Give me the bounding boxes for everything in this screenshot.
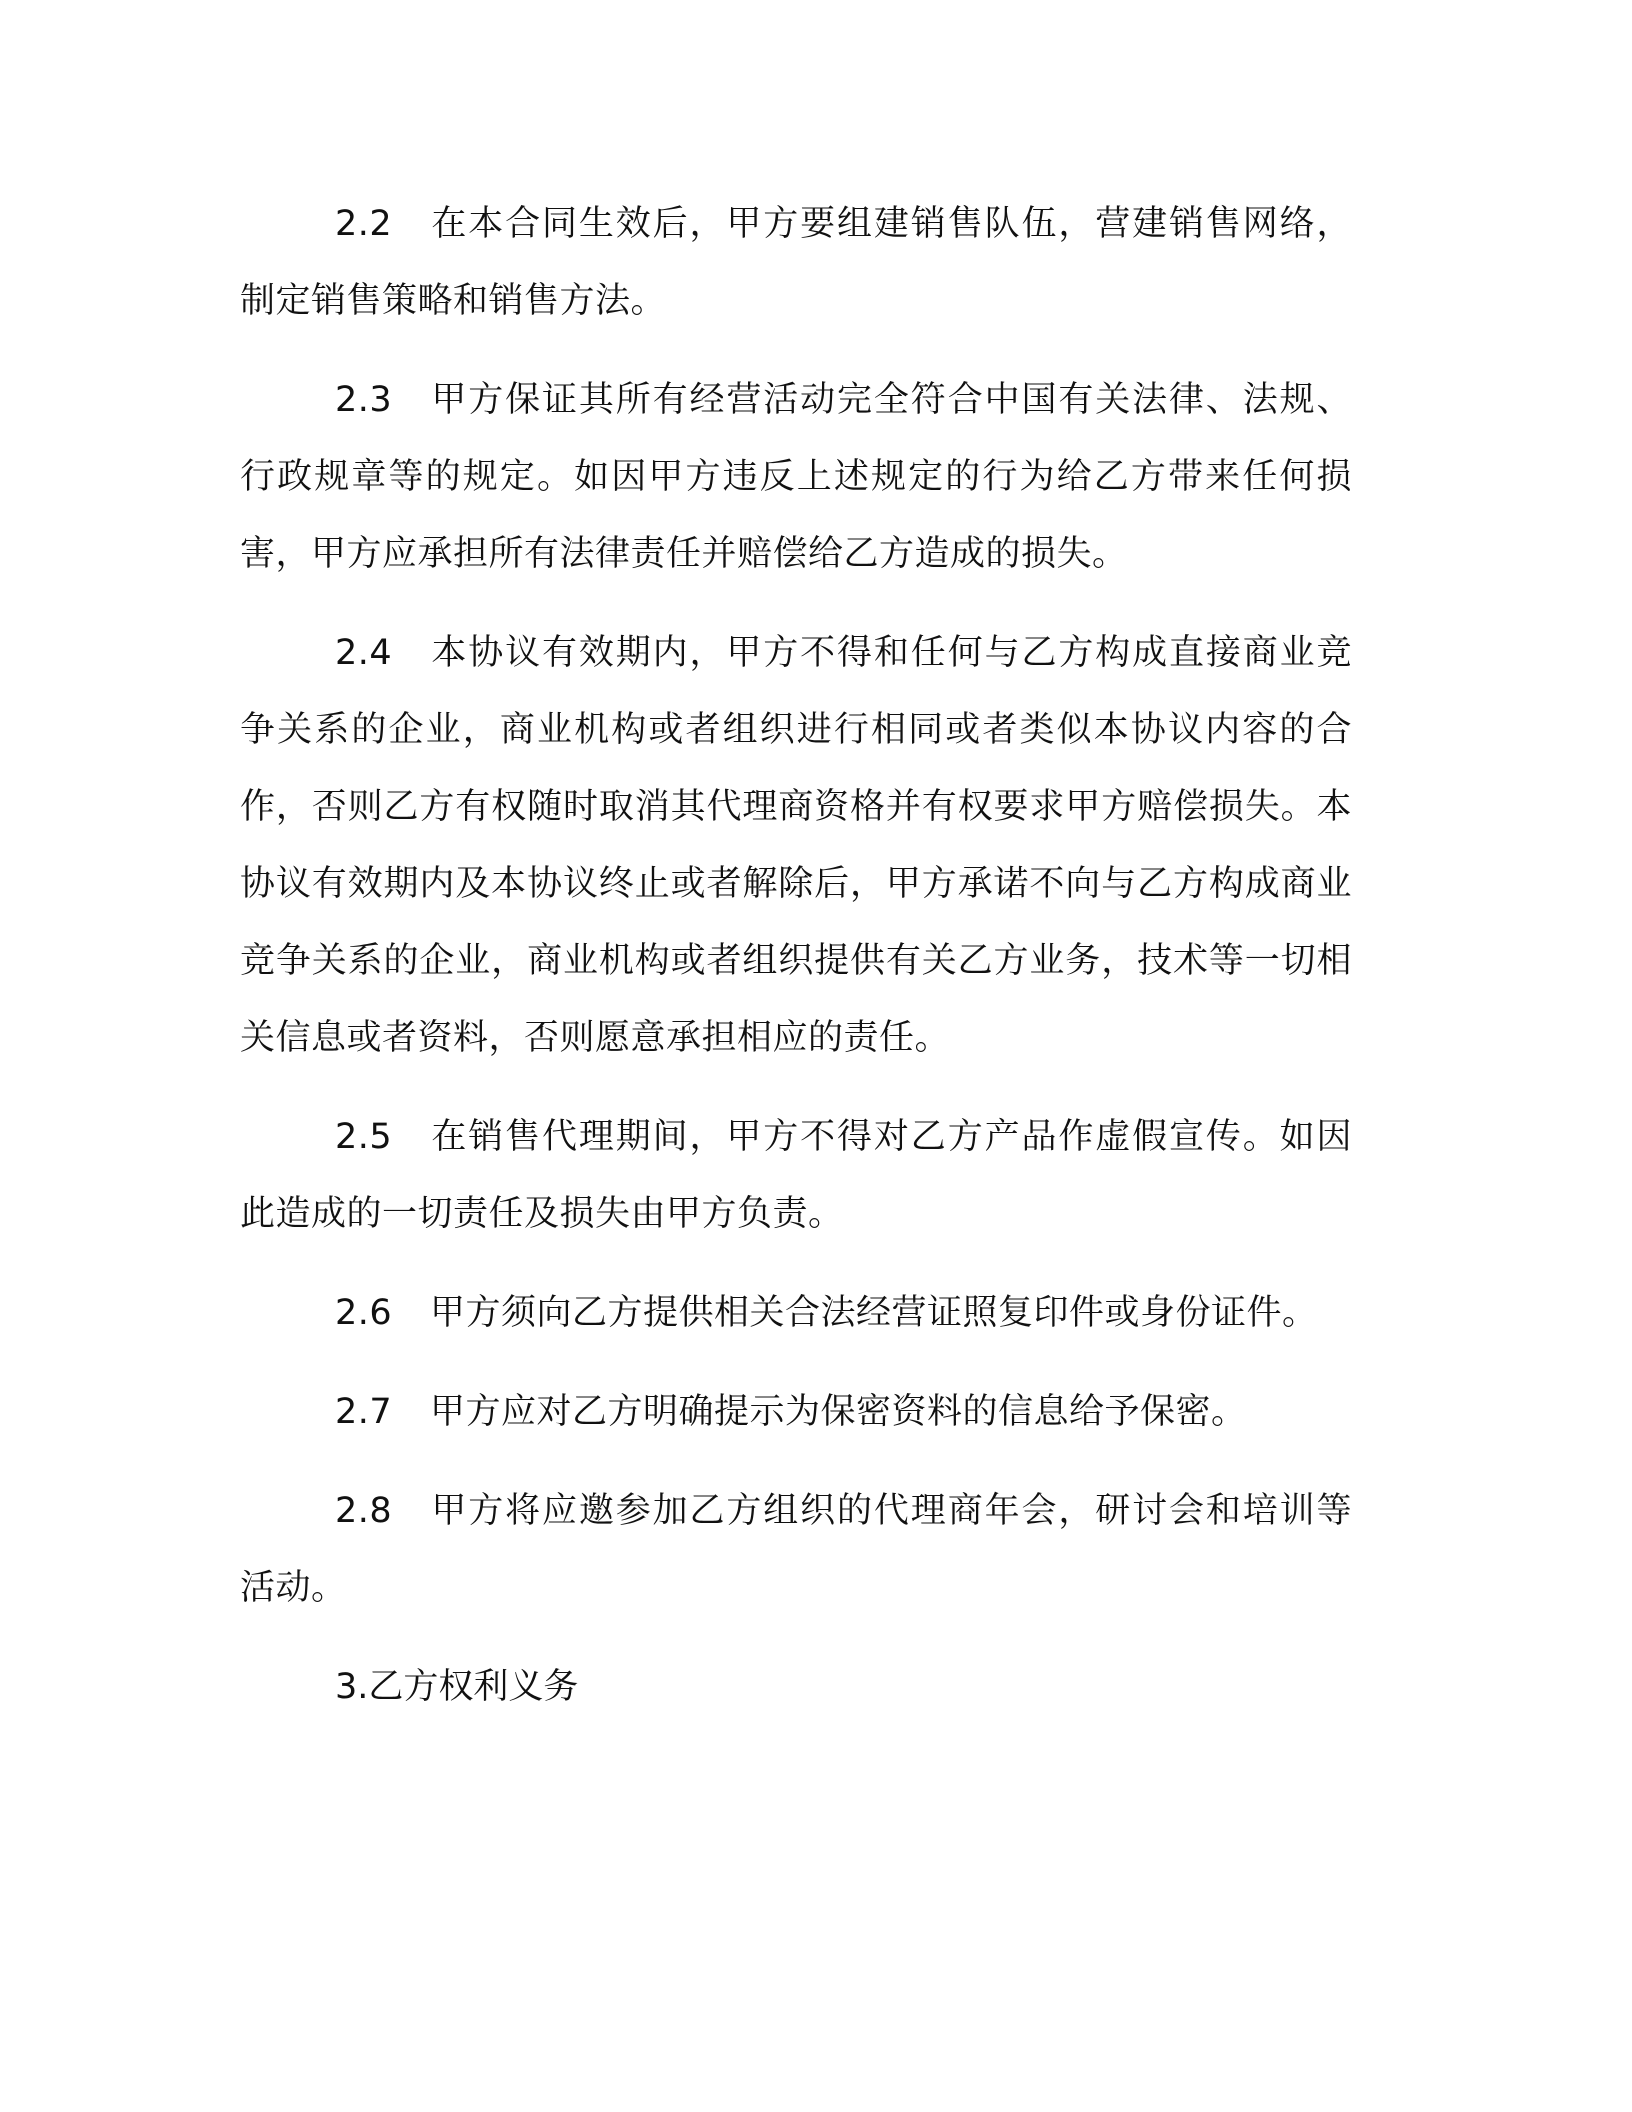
section-heading: 3.乙方权利义务: [335, 1667, 579, 1707]
clause-number: 2.4: [335, 633, 393, 673]
clause-2-3: [240, 362, 1352, 593]
clause-text: 在销售代理期间，甲方不得对乙方产品作虚假宣传。如因此造成的一切责任及损失由甲方负责。: [240, 1117, 1352, 1234]
clause-number: 2.6: [335, 1293, 393, 1333]
document-page: [240, 186, 1352, 1726]
clause-number: 2.8: [335, 1491, 393, 1531]
clause-2-6: [240, 1275, 1352, 1352]
clause-2-8: [240, 1473, 1352, 1627]
clause-text: 本协议有效期内，甲方不得和任何与乙方构成直接商业竞争关系的企业，商业机构或者组织进行相同或者类似本协议内容的合作，否则乙方有权随时取消其代理商资格并有权要求甲方赔偿损失。本协议有效期内及本协议终止或者解除后，甲方承诺不向与乙方构成商业竞争关系的企业，商业机构或者组织提供有关乙方业务，技术等一切相关信息或者资料，否则愿意承担相应的责任。: [240, 633, 1352, 1058]
clause-text: 甲方须向乙方提供相关合法经营证照复印件或身份证件。: [430, 1293, 1318, 1333]
clause-number: 2.5: [335, 1117, 393, 1157]
clause-2-7: [240, 1374, 1352, 1451]
clause-text: 甲方将应邀参加乙方组织的代理商年会，研讨会和培训等活动。: [240, 1491, 1352, 1608]
clause-text: 甲方应对乙方明确提示为保密资料的信息给予保密。: [430, 1392, 1247, 1432]
clause-2-2: [240, 186, 1352, 340]
clause-2-5: [240, 1099, 1352, 1253]
clause-number: 2.3: [335, 380, 393, 420]
clause-text: 在本合同生效后，甲方要组建销售队伍，营建销售网络，制定销售策略和销售方法。: [240, 204, 1352, 321]
clause-number: 2.2: [335, 204, 393, 244]
clause-number: 2.7: [335, 1392, 393, 1432]
clause-2-4: [240, 615, 1352, 1077]
clause-text: 甲方保证其所有经营活动完全符合中国有关法律、法规、行政规章等的规定。如因甲方违反上述规定的行为给乙方带来任何损害，甲方应承担所有法律责任并赔偿给乙方造成的损失。: [240, 380, 1352, 574]
